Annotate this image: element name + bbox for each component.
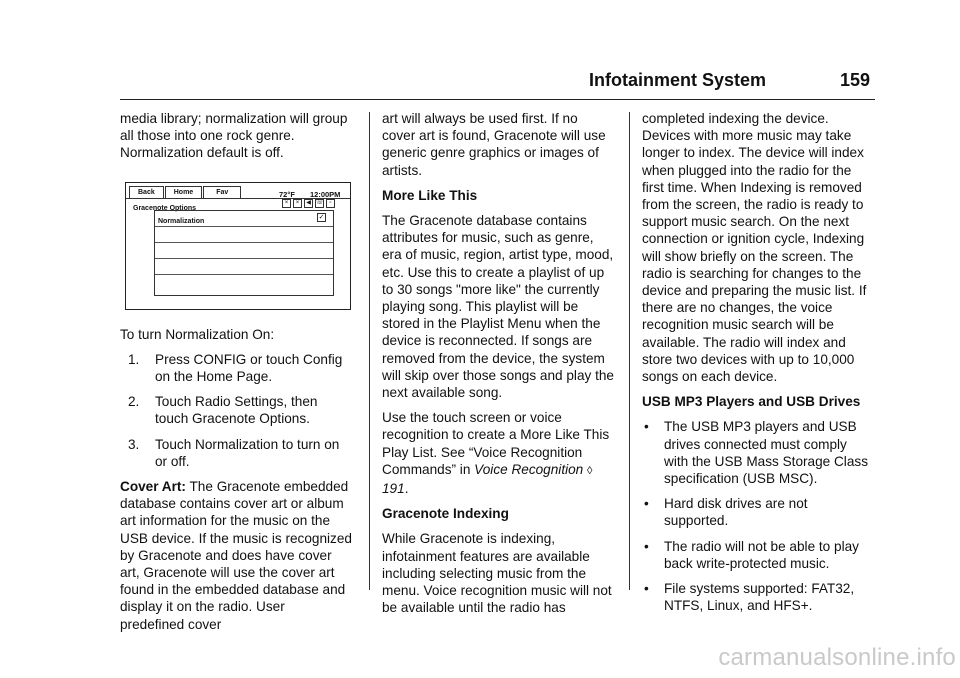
cover-art-label: Cover Art: <box>120 479 186 495</box>
screen-clock: 12:00PM <box>310 189 341 199</box>
column-divider <box>629 112 630 590</box>
step-item: 3. Touch Normalization to turn on or off. <box>128 436 340 469</box>
screen-options-title: Gracenote Options <box>133 204 197 212</box>
section-heading: USB MP3 Players and USB Drives <box>642 394 861 410</box>
page-ref-icon: ◊ <box>587 464 593 477</box>
paragraph: completed indexing the device. Devices with more music may take longer to index. The device will index when plugged into the radio for the first time. When Indexing is removed from the screen, the radio is ready to support music search. On the next connection or ignition cycle, Indexing will show briefly on the screen. The radio is searching for changes to the device and preparing the music list. If there are no changes, the voice recognition music search will be available. The radio will index and store two devices with up to 10,000 songs on each device. <box>642 111 867 385</box>
screen-close-icon: × <box>293 199 302 208</box>
paragraph: Cover Art: The Gracenote embedded database contains cover art or album art information for the music on the USB device. If the music is recognized by Gracenote and does have cover art, Gracenote will use the cover art found in the embedded database and display it on the radio. User predefined cover <box>120 479 352 632</box>
screen-temperature: 72°F <box>279 189 295 199</box>
bullet-item: • The USB MP3 players and USB drives connected must comply with the USB Mass Storage Class specification (USB MSC). <box>644 419 868 487</box>
paragraph: The Gracenote database contains attributes for music, such as genre, era of music, region, artist type, mood, etc. Use this to create a playlist of up to 30 songs "more like" the currently playing song. This playlist will be stored in the Playlist Menu when the device is reconnected. If songs are removed from the device, the system will skip over those songs and play the next available song. <box>382 213 614 401</box>
screen-option-row <box>155 211 333 227</box>
screen-tab-fav: Fav <box>203 186 241 199</box>
paragraph: Use the touch screen or voice recognition to create a More Like This Play List. See “Voice Recognition Commands” in Voice Recognition ◊ 191. <box>382 410 610 497</box>
screen-option-row <box>155 259 333 275</box>
screen-option-row <box>155 243 333 259</box>
paragraph: While Gracenote is indexing, infotainment features are available including selecting music from the menu. Voice recognition music will not be available until the radio has <box>382 531 612 616</box>
screen-close-icon: × <box>282 199 291 208</box>
screen-tab-back: Back <box>129 186 164 199</box>
bullet-item: • Hard disk drives are not supported. <box>644 496 808 529</box>
steps-list <box>120 351 352 470</box>
screen-icon-row <box>282 199 337 208</box>
step-item: 1. Press CONFIG or touch Config on the Home Page. <box>128 351 343 385</box>
header-rule <box>120 99 875 100</box>
screen-tab-bar <box>129 186 242 198</box>
page-number: 159 <box>840 70 871 90</box>
paragraph: art will always be used first. If no cover art is found, Gracenote will use generic genre graphics or images of artists. <box>382 111 606 178</box>
column-1 <box>120 110 352 641</box>
cross-reference-page[interactable]: 191 <box>382 481 405 497</box>
bullet-item: • File systems supported: FAT32, NTFS, Linux, and HFS+. <box>644 581 855 614</box>
screen-option-list <box>154 210 334 296</box>
screen-nav-icon: ▫ <box>326 199 335 208</box>
screen-speaker-icon: ◀ <box>304 199 313 208</box>
screen-tab-home: Home <box>165 186 202 199</box>
page-header-title: Infotainment System <box>589 70 767 90</box>
section-heading: More Like This <box>382 187 478 203</box>
watermark-text: carmanualsonline.info <box>718 644 956 671</box>
column-2 <box>382 110 614 624</box>
steps-intro: To turn Normalization On: <box>120 326 275 342</box>
bullet-icon: • <box>644 496 649 512</box>
paragraph: media library; normalization will group all those into one rock genre. Normalization default is off. <box>120 111 348 161</box>
column-3 <box>642 110 874 622</box>
column-divider <box>369 112 370 590</box>
checkbox-icon: ✓ <box>318 213 325 221</box>
step-item: 2. Touch Radio Settings, then touch Gracenote Options. <box>128 394 318 427</box>
bullet-item: • The radio will not be able to play back write-protected music. <box>644 538 859 571</box>
screen-option-row <box>155 227 333 243</box>
cross-reference-link[interactable]: Voice Recognition <box>474 461 584 477</box>
screen-option-row <box>155 275 333 290</box>
screen-phone-icon: ☏ <box>316 199 324 206</box>
screen-option-normalization: Normalization <box>158 217 205 225</box>
bullet-icon: • <box>644 419 649 435</box>
bullet-list <box>642 418 874 614</box>
section-heading: Gracenote Indexing <box>382 506 509 522</box>
screen-figure <box>125 182 351 310</box>
bullet-icon: • <box>644 538 649 554</box>
bullet-icon: • <box>644 581 649 597</box>
